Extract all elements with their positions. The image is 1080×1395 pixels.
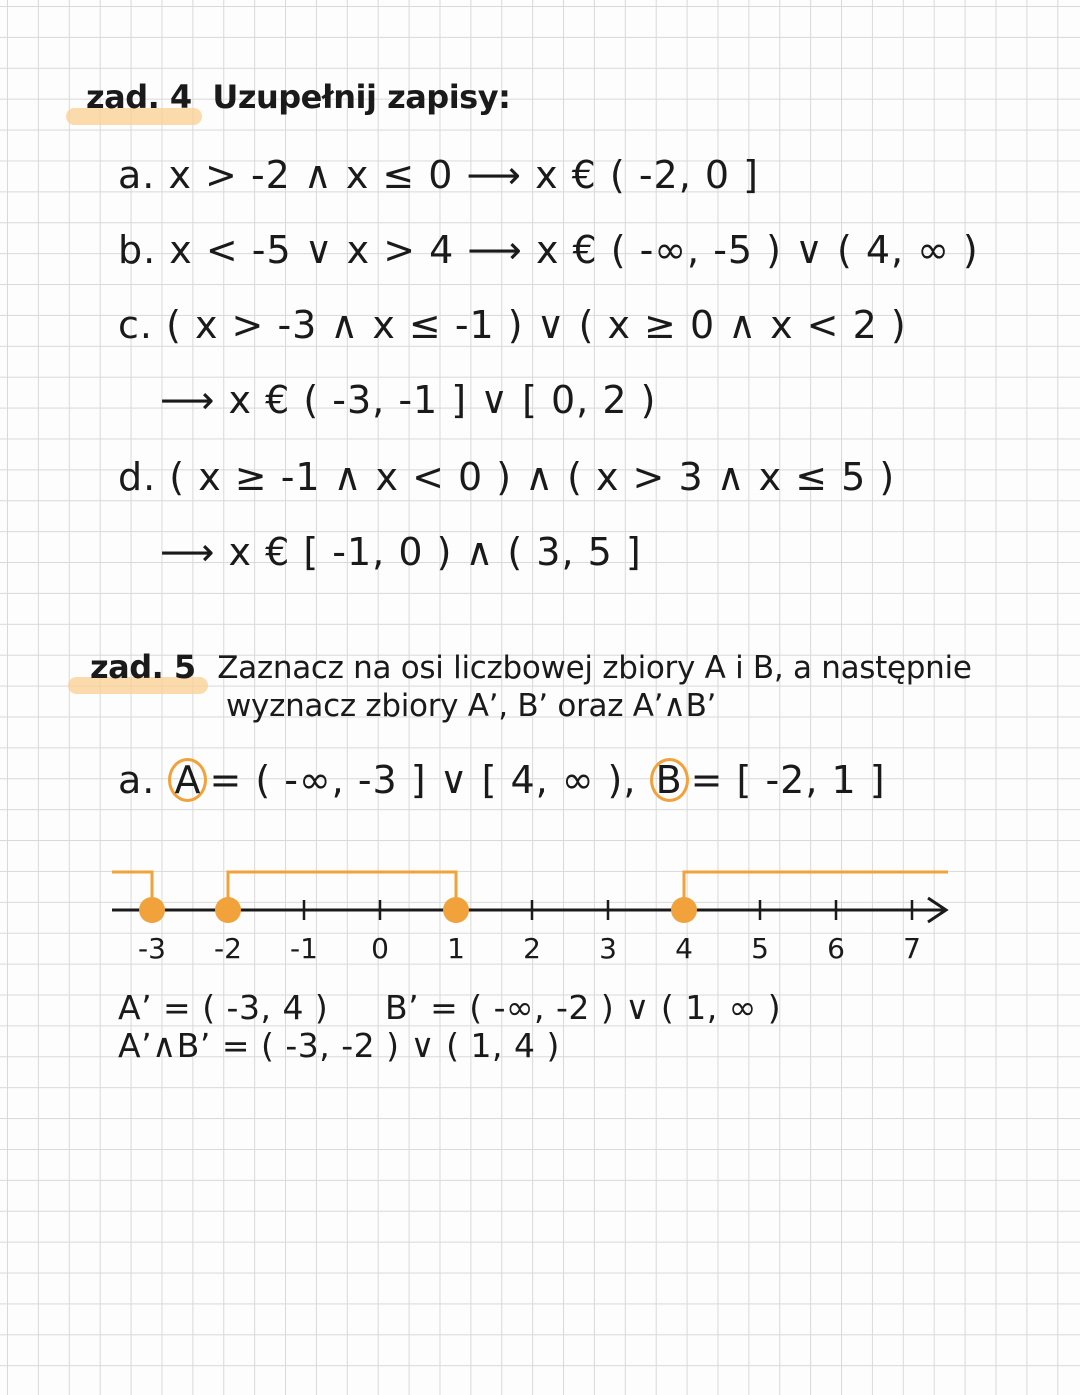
tick-label: -3 [138,932,166,965]
set-b-bracket [228,872,456,910]
number-line [0,860,1080,980]
tick-label: 0 [371,932,389,965]
task5-instruction-line2: wyznacz zbiory A’, B’ oraz A’∧B’ [226,688,717,724]
set-a-definition: = ( -∞, -3 ] ∨ [ 4, ∞ ), [209,758,637,802]
tick-label: 6 [827,932,845,965]
item-expression: ( x > -3 ∧ x ≤ -1 ) ∨ ( x ≥ 0 ∧ x < 2 ) [166,303,907,347]
set-a-name: A [168,758,207,802]
set-a-bracket-right [684,872,948,910]
a-complement: A’ = ( -3, 4 ) [118,988,329,1027]
task5-number: zad. 5 [90,648,196,686]
task4-item-b [118,228,979,272]
item-label: d. [118,455,157,499]
interval-endpoint [215,897,241,923]
task4-heading [86,78,510,116]
item-label: c. [118,303,153,347]
complement-intersection: A’∧B’ = ( -3, -2 ) ∨ ( 1, 4 ) [118,1026,560,1065]
tick-label: 5 [751,932,769,965]
task4-item-d [118,455,895,499]
task5-heading [90,648,972,686]
tick-label: 2 [523,932,541,965]
interval-endpoint [443,897,469,923]
tick-label: 4 [675,932,693,965]
b-complement: B’ = ( -∞, -2 ) ∨ ( 1, ∞ ) [385,988,782,1027]
tick-label: -1 [290,932,318,965]
task4-item-d-result: ⟶ x € [ -1, 0 ) ∧ ( 3, 5 ] [160,530,642,574]
task5-instruction-line1: Zaznacz na osi liczbowej zbiory A i B, a następnie [217,650,972,686]
tick-label: 3 [599,932,617,965]
interval-endpoint [139,897,165,923]
tick-label: 1 [447,932,465,965]
item-expression: ( x ≥ -1 ∧ x < 0 ) ∧ ( x > 3 ∧ x ≤ 5 ) [169,455,896,499]
item-expression: x > -2 ∧ x ≤ 0 ⟶ x € ( -2, 0 ] [168,153,759,197]
task4-instruction: Uzupełnij zapisy: [212,78,511,116]
task4-item-c [118,303,907,347]
interval-endpoint [671,897,697,923]
task4-item-a [118,153,759,197]
item-label: b. [118,228,157,272]
set-b-definition: = [ -2, 1 ] [690,758,886,802]
item-label: a. [118,153,156,197]
item-expression: x < -5 ∨ x > 4 ⟶ x € ( -∞, -5 ) ∨ ( 4, ∞ ) [169,228,979,272]
tick-label: 7 [903,932,921,965]
task5-part-a [118,758,886,802]
part-label: a. [118,758,156,802]
task4-number: zad. 4 [86,78,192,116]
tick-label: -2 [214,932,242,965]
set-b-name: B [650,758,689,802]
task4-item-c-result: ⟶ x € ( -3, -1 ] ∨ [ 0, 2 ) [160,378,657,422]
